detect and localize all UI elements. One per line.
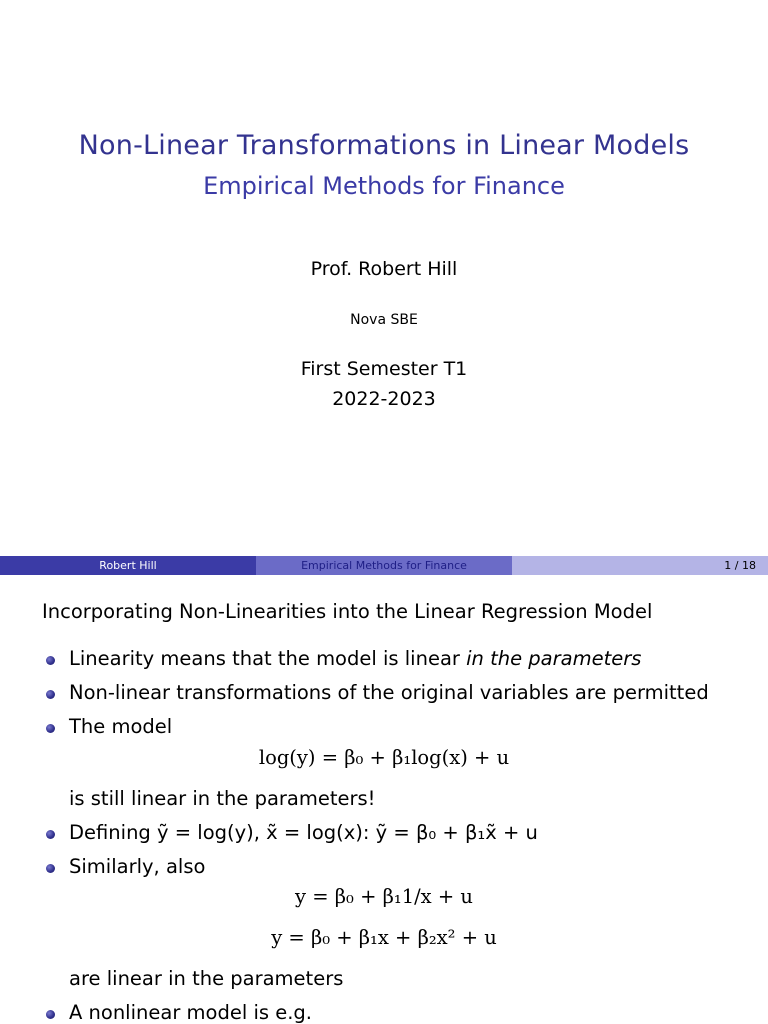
- semester: First Semester T1: [300, 358, 468, 380]
- slide-footer: [0, 556, 768, 575]
- footer-course: Empirical Methods for Finance: [256, 556, 512, 575]
- bullet-icon: [46, 830, 55, 839]
- bullet-transformations: Non-linear transformations of the original variables are permitted: [69, 681, 709, 704]
- presentation-subtitle: Empirical Methods for Finance: [203, 172, 565, 200]
- content-slide: [0, 576, 768, 1024]
- bullet-icon: [46, 1010, 55, 1019]
- bullet-defining: Defining ỹ = log(y), x̃ = log(x): ỹ = β₀ + β₁x̃ + u: [69, 821, 538, 844]
- presentation-title: Non-Linear Transformations in Linear Models: [78, 130, 690, 161]
- frame-title: Incorporating Non-Linearities into the Linear Regression Model: [42, 600, 653, 623]
- footer-page-number: 1 / 18: [512, 556, 768, 575]
- bullet-icon: [46, 690, 55, 699]
- bullet-similarly: Similarly, also: [69, 855, 206, 878]
- bullet-icon: [46, 724, 55, 733]
- institution: Nova SBE: [350, 312, 418, 328]
- bullet-icon: [46, 864, 55, 873]
- bullet-icon: [46, 656, 55, 665]
- bullet-nonlinear-model: A nonlinear model is e.g.: [69, 1001, 313, 1024]
- equation-quadratic-model: y = β₀ + β₁x + β₂x² + u: [271, 926, 497, 949]
- bullet-linearity: Linearity means that the model is linear in the parameters: [69, 647, 642, 670]
- academic-year: 2022-2023: [332, 388, 436, 410]
- text-still-linear: is still linear in the parameters!: [69, 787, 376, 810]
- equation-reciprocal-model: y = β₀ + β₁1/x + u: [295, 885, 473, 908]
- author-name: Prof. Robert Hill: [310, 258, 458, 280]
- text-linear-in-parameters: are linear in the parameters: [69, 967, 344, 990]
- equation-log-model: log(y) = β₀ + β₁log(x) + u: [258, 746, 510, 769]
- footer-author: Robert Hill: [0, 556, 256, 575]
- bullet-the-model: The model: [69, 715, 173, 738]
